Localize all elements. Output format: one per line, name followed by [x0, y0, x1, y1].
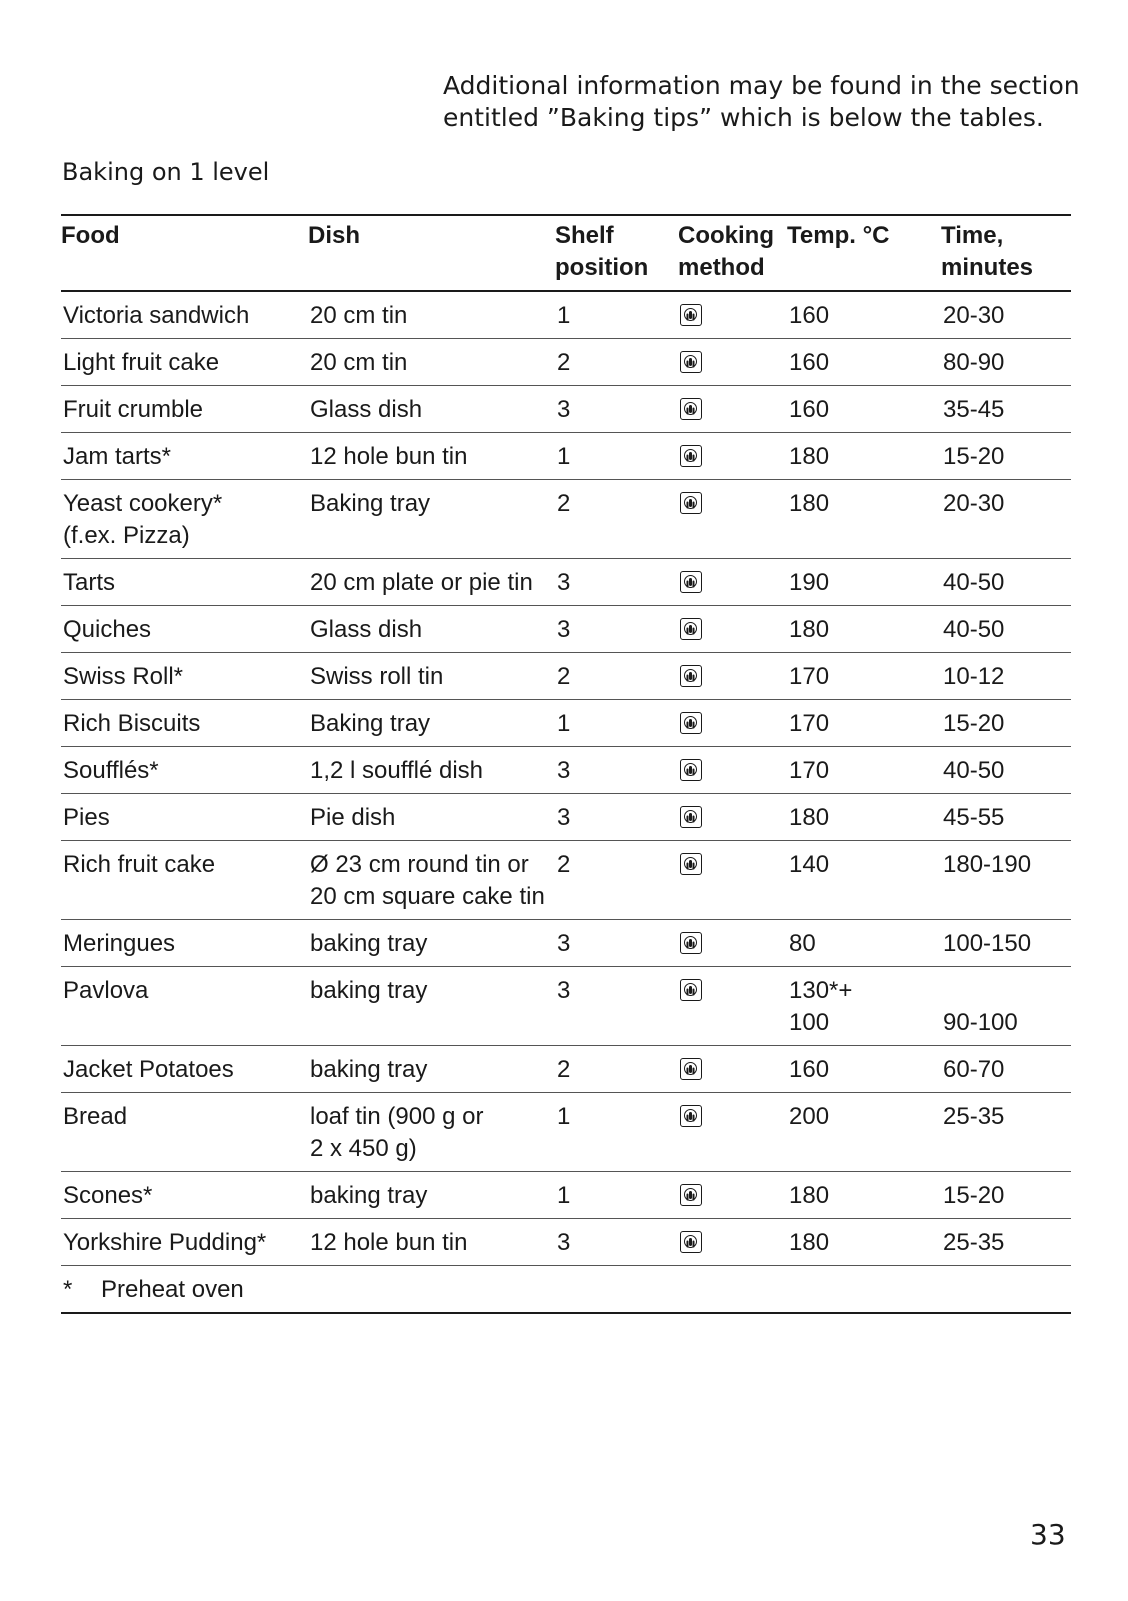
cell-shelf: 2	[555, 653, 678, 700]
cell-time: 15-20	[941, 700, 1071, 747]
cell-food: Rich fruit cake	[61, 841, 308, 920]
cell-shelf: 3	[555, 920, 678, 967]
cell-shelf: 1	[555, 1093, 678, 1172]
fan-oven-icon	[680, 932, 702, 954]
cell-temp: 180	[787, 1172, 941, 1219]
header-cooking-method: Cooking method	[678, 216, 787, 292]
cell-time: 80-90	[941, 339, 1071, 386]
cell-shelf: 1	[555, 700, 678, 747]
table-row	[61, 386, 1071, 433]
header-time: Time, minutes	[941, 216, 1071, 292]
header-dish: Dish	[308, 216, 555, 292]
cell-method	[678, 1172, 787, 1219]
table-row	[61, 841, 1071, 920]
header-food: Food	[61, 216, 308, 292]
cell-food: Soufflés*	[61, 747, 308, 794]
footnote-row	[61, 1266, 1071, 1314]
fan-oven-icon	[680, 398, 702, 420]
cell-temp: 180	[787, 794, 941, 841]
cell-shelf: 1	[555, 433, 678, 480]
fan-oven-icon	[680, 304, 702, 326]
fan-oven-icon	[680, 712, 702, 734]
cell-temp: 180	[787, 433, 941, 480]
cell-dish: Glass dish	[308, 606, 555, 653]
table-row	[61, 292, 1071, 339]
table-row	[61, 653, 1071, 700]
cell-time: 15-20	[941, 1172, 1071, 1219]
cell-time: 100-150	[941, 920, 1071, 967]
cell-shelf: 3	[555, 794, 678, 841]
fan-oven-icon	[680, 665, 702, 687]
header-shelf-position: Shelf position	[555, 216, 678, 292]
cell-dish: Glass dish	[308, 386, 555, 433]
cell-food: Pies	[61, 794, 308, 841]
cell-shelf: 1	[555, 292, 678, 339]
section-title: Baking on 1 level	[62, 158, 270, 186]
cell-temp: 80	[787, 920, 941, 967]
fan-oven-icon	[680, 1184, 702, 1206]
cell-method	[678, 1093, 787, 1172]
cell-food: Victoria sandwich	[61, 292, 308, 339]
cell-temp: 170	[787, 747, 941, 794]
cell-shelf: 3	[555, 747, 678, 794]
cell-time: 40-50	[941, 606, 1071, 653]
cell-food: Scones*	[61, 1172, 308, 1219]
cell-dish: baking tray	[308, 967, 555, 1046]
cell-method	[678, 841, 787, 920]
fan-oven-icon	[680, 1105, 702, 1127]
cell-food: Yeast cookery* (f.ex. Pizza)	[61, 480, 308, 559]
cell-temp: 200	[787, 1093, 941, 1172]
cell-temp: 160	[787, 386, 941, 433]
cell-temp: 160	[787, 339, 941, 386]
cell-time: 45-55	[941, 794, 1071, 841]
cell-shelf: 2	[555, 480, 678, 559]
cell-shelf: 3	[555, 386, 678, 433]
cell-dish: 12 hole bun tin	[308, 1219, 555, 1266]
cell-time: 180-190	[941, 841, 1071, 920]
cell-time: 40-50	[941, 747, 1071, 794]
cell-food: Rich Biscuits	[61, 700, 308, 747]
cell-time: 25-35	[941, 1219, 1071, 1266]
cell-food: Jam tarts*	[61, 433, 308, 480]
cell-method	[678, 559, 787, 606]
cell-time: 15-20	[941, 433, 1071, 480]
intro-line-2: entitled ”Baking tips” which is below the tables.	[443, 103, 1044, 132]
fan-oven-icon	[680, 853, 702, 875]
cell-time: 35-45	[941, 386, 1071, 433]
baking-table	[61, 216, 1071, 1314]
cell-method	[678, 1046, 787, 1093]
fan-oven-icon	[680, 1058, 702, 1080]
cell-shelf: 2	[555, 339, 678, 386]
cell-method	[678, 967, 787, 1046]
intro-line-1: Additional information may be found in the section	[443, 71, 1080, 100]
cell-temp: 170	[787, 653, 941, 700]
cell-dish: loaf tin (900 g or 2 x 450 g)	[308, 1093, 555, 1172]
page-number: 33	[1030, 1518, 1066, 1551]
footnote-marker: *	[63, 1276, 73, 1303]
cell-dish: 20 cm tin	[308, 339, 555, 386]
cell-dish: 20 cm tin	[308, 292, 555, 339]
table-row	[61, 480, 1071, 559]
intro-text	[443, 70, 1083, 134]
cell-dish: Baking tray	[308, 480, 555, 559]
cell-temp: 140	[787, 841, 941, 920]
table-row	[61, 1093, 1071, 1172]
table-row	[61, 794, 1071, 841]
cell-method	[678, 700, 787, 747]
cell-temp: 180	[787, 480, 941, 559]
cell-food: Bread	[61, 1093, 308, 1172]
cell-dish: baking tray	[308, 920, 555, 967]
table-header-row	[61, 216, 1071, 292]
table-row	[61, 339, 1071, 386]
cell-shelf: 2	[555, 1046, 678, 1093]
cell-food: Tarts	[61, 559, 308, 606]
cell-method	[678, 920, 787, 967]
cell-dish: 12 hole bun tin	[308, 433, 555, 480]
cell-method	[678, 386, 787, 433]
cell-dish: 20 cm plate or pie tin	[308, 559, 555, 606]
cell-method	[678, 653, 787, 700]
cell-temp: 170	[787, 700, 941, 747]
table-row	[61, 1046, 1071, 1093]
cell-time: 25-35	[941, 1093, 1071, 1172]
cell-shelf: 3	[555, 967, 678, 1046]
cell-dish: 1,2 l soufflé dish	[308, 747, 555, 794]
table-row	[61, 1172, 1071, 1219]
table-row	[61, 920, 1071, 967]
cell-dish: baking tray	[308, 1046, 555, 1093]
cell-food: Yorkshire Pudding*	[61, 1219, 308, 1266]
cell-food: Pavlova	[61, 967, 308, 1046]
cell-shelf: 2	[555, 841, 678, 920]
fan-oven-icon	[680, 351, 702, 373]
cell-time: 10-12	[941, 653, 1071, 700]
cell-shelf: 1	[555, 1172, 678, 1219]
cell-method	[678, 606, 787, 653]
fan-oven-icon	[680, 1231, 702, 1253]
table-row	[61, 606, 1071, 653]
cell-dish: Baking tray	[308, 700, 555, 747]
cell-food: Jacket Potatoes	[61, 1046, 308, 1093]
table-row	[61, 559, 1071, 606]
cell-food: Swiss Roll*	[61, 653, 308, 700]
cell-temp: 190	[787, 559, 941, 606]
cell-dish: baking tray	[308, 1172, 555, 1219]
cell-temp: 180	[787, 606, 941, 653]
fan-oven-icon	[680, 759, 702, 781]
cell-food: Fruit crumble	[61, 386, 308, 433]
fan-oven-icon	[680, 618, 702, 640]
cell-temp: 130*+ 100	[787, 967, 941, 1046]
fan-oven-icon	[680, 492, 702, 514]
fan-oven-icon	[680, 571, 702, 593]
cell-method	[678, 794, 787, 841]
cell-time: 40-50	[941, 559, 1071, 606]
cell-food: Quiches	[61, 606, 308, 653]
cell-method	[678, 292, 787, 339]
cell-temp: 180	[787, 1219, 941, 1266]
cell-shelf: 3	[555, 559, 678, 606]
header-temp: Temp. °C	[787, 216, 941, 292]
cell-dish: Swiss roll tin	[308, 653, 555, 700]
cell-shelf: 3	[555, 1219, 678, 1266]
cell-method	[678, 339, 787, 386]
cell-method	[678, 1219, 787, 1266]
fan-oven-icon	[680, 979, 702, 1001]
cell-method	[678, 433, 787, 480]
cell-food: Meringues	[61, 920, 308, 967]
table-row	[61, 1219, 1071, 1266]
cell-temp: 160	[787, 1046, 941, 1093]
cell-shelf: 3	[555, 606, 678, 653]
cell-time: 20-30	[941, 480, 1071, 559]
table-row	[61, 700, 1071, 747]
fan-oven-icon	[680, 806, 702, 828]
cell-time: 20-30	[941, 292, 1071, 339]
cell-method	[678, 747, 787, 794]
cell-method	[678, 480, 787, 559]
table-row	[61, 747, 1071, 794]
cell-dish: Ø 23 cm round tin or 20 cm square cake tin	[308, 841, 555, 920]
fan-oven-icon	[680, 445, 702, 467]
cell-time: 60-70	[941, 1046, 1071, 1093]
cell-temp: 160	[787, 292, 941, 339]
footnote-text: Preheat oven	[101, 1276, 244, 1303]
table-row	[61, 433, 1071, 480]
table-row	[61, 967, 1071, 1046]
cell-time: 90-100	[941, 967, 1071, 1046]
cell-food: Light fruit cake	[61, 339, 308, 386]
cell-dish: Pie dish	[308, 794, 555, 841]
